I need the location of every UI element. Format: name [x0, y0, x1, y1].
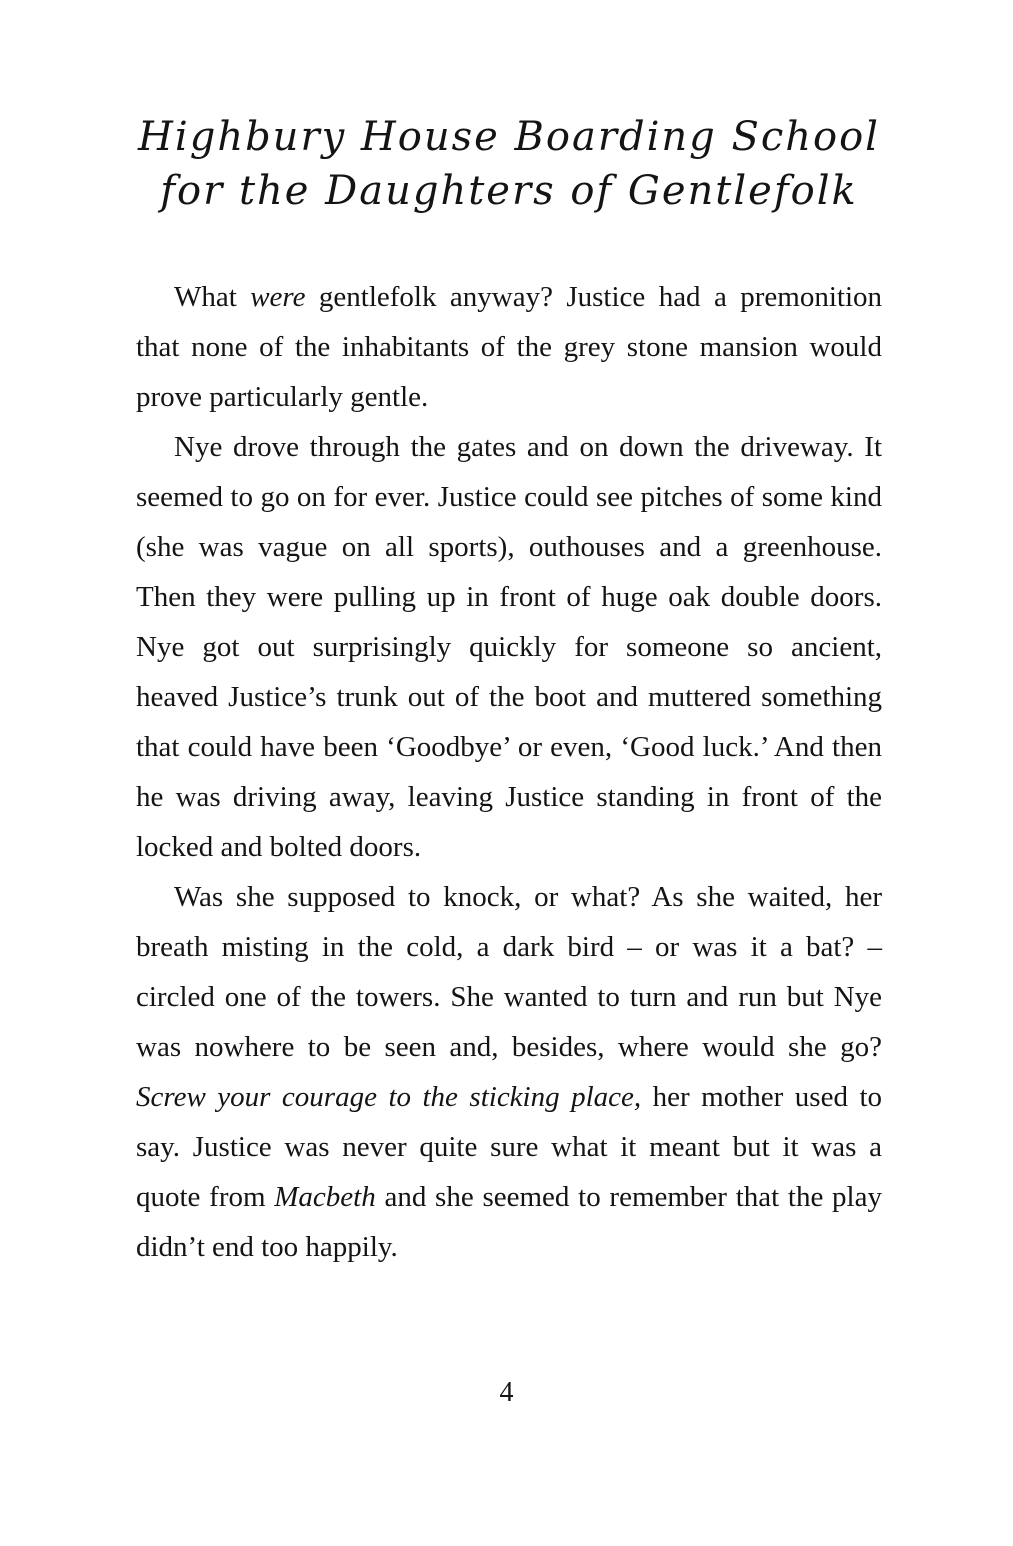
text-segment: her mother used to say. Justice was never quite sure what it meant but it was a quote from	[136, 1081, 882, 1213]
body-text	[136, 272, 882, 1272]
text-segment: Was she supposed to knock, or what? As she waited, her breath misting in the cold, a dark bird – or was it a bat? – circled one of the towers. She wanted to turn and run but Nye was nowhere to be seen and, besides, where would she go?	[136, 881, 882, 1063]
chapter-title-line-1: Highbury House Boarding School	[138, 114, 880, 160]
text-segment: and she seemed to remember that the play didn’t end too happily.	[136, 1181, 882, 1263]
emphasis-segment: Macbeth	[274, 1181, 376, 1213]
page-number: 4	[499, 1377, 514, 1408]
chapter-title-line-2: for the Daughters of Gentlefolk	[160, 168, 858, 214]
paragraph-2	[136, 422, 882, 872]
text-segment: Nye drove through the gates and on down the driveway. It seemed to go on for ever. Justice could see pitches of some kind (she was vague on all sports), outhouses and a greenhouse. Then they were pulling up in front of huge oak double doors. Nye got out surprisingly quickly for someone so ancient, heaved Justice’s trunk out of the boot and muttered something that could have been ‘Goodbye’ or even, ‘Good luck.’ And then he was driving away, leaving Justice standing in front of the locked and bolted doors.	[136, 431, 882, 863]
emphasis-segment: were	[250, 281, 306, 313]
paragraph-1	[136, 272, 882, 422]
text-segment: gentlefolk anyway? Justice had a premonition that none of the inhabitants of the grey stone mansion would prove particularly gentle.	[136, 281, 882, 413]
emphasis-segment: Screw your courage to the sticking place,	[136, 1081, 642, 1113]
text-segment: What	[174, 281, 251, 313]
paragraph-3	[136, 872, 882, 1272]
